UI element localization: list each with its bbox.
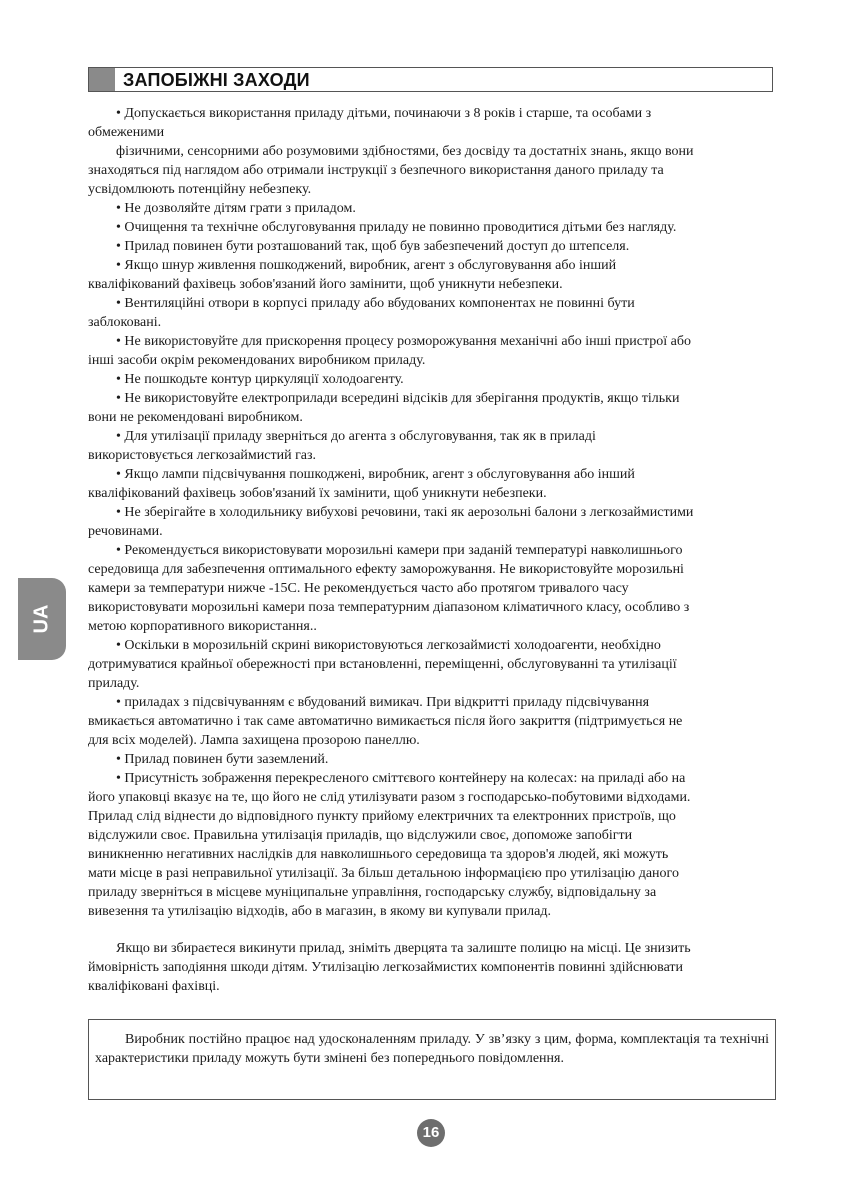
text-line: • Рекомендується використовувати морозильні камери при заданій температурі навколишнього bbox=[116, 543, 683, 558]
text-line: приладу зверніться в місцеве муніципальне управління, господарську службу, відповідальну за bbox=[88, 885, 657, 900]
text-line: • Присутність зображення перекресленого сміттєвого контейнеру на колесах: на приладі або на bbox=[116, 771, 686, 786]
language-tab-label: UA bbox=[30, 604, 53, 634]
text-line: • Не дозволяйте дітям грати з приладом. bbox=[116, 201, 356, 216]
text-line: метою корпоративного використання.. bbox=[88, 619, 317, 634]
text-line: • приладах з підсвічуванням є вбудований вимикач. При відкритті приладу підсвічування bbox=[116, 695, 650, 710]
text-line: • Очищення та технічне обслуговування приладу не повинно проводитися дітьми без нагляду. bbox=[116, 220, 677, 235]
text-line: його упаковці вказує на те, що його не слід утилізувати разом з господарсько-побутовими відходами. bbox=[88, 790, 691, 805]
text-line: відслужили своє. Правильна утилізація приладів, що відслужили своє, допоможе запобігти bbox=[88, 828, 633, 843]
section-title: ЗАПОБІЖНІ ЗАХОДИ bbox=[123, 70, 310, 90]
text-line: • Якщо лампи підсвічування пошкоджені, виробник, агент з обслуговування або інший bbox=[116, 467, 635, 482]
text-line: вивезення та утилізацію відходів, або в магазин, в якому ви купували прилад. bbox=[88, 904, 551, 919]
text-line: фізичними, сенсорними або розумовими здібностями, без досвіду та достатніх знань, якщо вони bbox=[116, 144, 694, 159]
text-line: мати місце в разі неправильної утилізації. За більш детальною інформацією про утилізацію даного bbox=[88, 866, 679, 881]
page-number: 16 bbox=[417, 1119, 445, 1147]
text-line: • Не пошкодьте контур циркуляції холодоагенту. bbox=[116, 372, 404, 387]
manufacturer-notice: Виробник постійно працює над удосконаленням приладу. У зв’язку з цим, форма, комплектація та технічні характеристики приладу можуть бути змінені без попереднього повідомлення. bbox=[88, 1019, 776, 1100]
text-line: • Вентиляційні отвори в корпусі приладу або вбудованих компонентах не повинні бути bbox=[116, 296, 635, 311]
text-line: • Оскільки в морозильній скрині використовуються легкозаймисті холодоагенти, необхідно bbox=[116, 638, 661, 653]
text-line: • Допускається використання приладу дітьми, починаючи з 8 років і старше, та особами з bbox=[116, 106, 652, 121]
text-line: усвідомлюють потенційну небезпеку. bbox=[88, 182, 312, 197]
text-line: речовинами. bbox=[88, 524, 163, 539]
text-line: використовувати морозильні камери поза температурним діапазоном кліматичного класу, особливо з bbox=[88, 600, 690, 615]
body-text bbox=[88, 104, 774, 996]
text-line: • Не використовуйте електроприлади всередині відсіків для зберігання продуктів, якщо тільки bbox=[116, 391, 680, 406]
header-accent-bar bbox=[89, 68, 115, 91]
text-line: • Прилад повинен бути розташований так, щоб був забезпечений доступ до штепселя. bbox=[116, 239, 630, 254]
text-line: приладу. bbox=[88, 676, 140, 691]
text-line: кваліфікований фахівець зобов'язаний його замінити, щоб уникнути небезпеки. bbox=[88, 277, 563, 292]
text-line: Прилад слід віднести до відповідного пункту прийому електричних та електронних пристроїв, що bbox=[88, 809, 676, 824]
text-line: • Якщо шнур живлення пошкоджений, виробник, агент з обслуговування або інший bbox=[116, 258, 617, 273]
text-line: вони не рекомендовані виробником. bbox=[88, 410, 303, 425]
text-line: камери за температури нижче -15С. Не рекомендується часто або протягом тривалого часу bbox=[88, 581, 629, 596]
text-line: використовується легкозаймистий газ. bbox=[88, 448, 317, 463]
text-line: Якщо ви збираєтеся викинути прилад, зніміть дверцята та залиште полицю на місці. Це знизить bbox=[116, 941, 691, 956]
text-line: виникненню негативних наслідків для навколишнього середовища та здоров'я людей, які можуть bbox=[88, 847, 669, 862]
language-tab bbox=[18, 578, 66, 660]
text-line: для всіх моделей). Лампа захищена прозорою панеллю. bbox=[88, 733, 420, 748]
text-line: знаходяться під наглядом або отримали інструкції з безпечного використання даного приладу та bbox=[88, 163, 664, 178]
section-header bbox=[88, 67, 773, 92]
text-line: заблоковані. bbox=[88, 315, 162, 330]
text-line: середовища для забезпечення оптимального ефекту заморожування. Не використовуйте морозильні bbox=[88, 562, 684, 577]
blank-line bbox=[88, 921, 774, 939]
text-line: • Прилад повинен бути заземлений. bbox=[116, 752, 329, 767]
text-line: інші засоби окрім рекомендованих виробником приладу. bbox=[88, 353, 426, 368]
text-line: обмеженими bbox=[88, 125, 165, 140]
text-line: • Не використовуйте для прискорення процесу розморожування механічні або інші пристрої або bbox=[116, 334, 691, 349]
text-line: кваліфіковані фахівці. bbox=[88, 979, 220, 994]
text-line: ймовірність заподіяння шкоди дітям. Утилізацію легкозаймистих компонентів повинні здійснювати bbox=[88, 960, 684, 975]
text-line: • Не зберігайте в холодильнику вибухові речовини, такі як аерозольні балони з легкозаймистими bbox=[116, 505, 694, 520]
text-line: кваліфікований фахівець зобов'язаний їх замінити, щоб уникнути небезпеки. bbox=[88, 486, 547, 501]
text-line: дотримуватися крайньої обережності при встановленні, переміщенні, обслуговуванні та утилізації bbox=[88, 657, 677, 672]
text-line: вмикається автоматично і так саме автоматично вимикається після його закриття (підтримується не bbox=[88, 714, 683, 729]
text-line: • Для утилізації приладу зверніться до агента з обслуговування, так як в приладі bbox=[116, 429, 596, 444]
